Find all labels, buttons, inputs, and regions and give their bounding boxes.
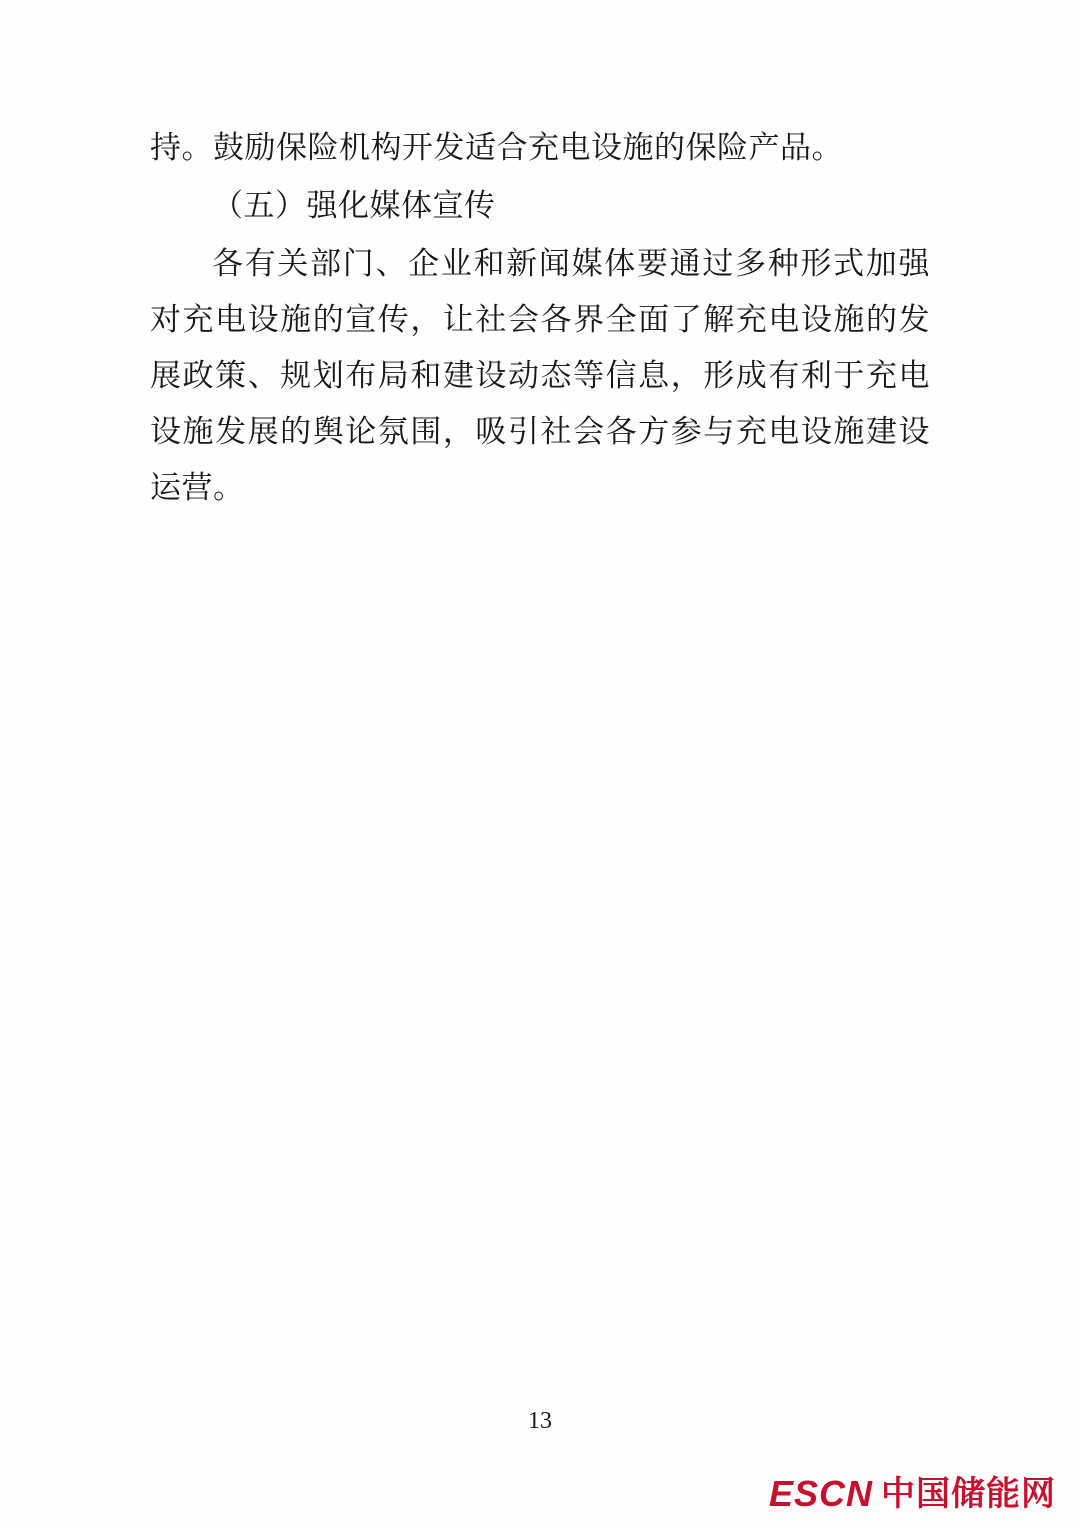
section-heading-five: （五）强化媒体宣传 — [212, 188, 496, 223]
paragraph-media-publicity: 各有关部门、企业和新闻媒体要通过多种形式加强对充电设施的宣传，让社会各界全面了解充电设施的发展政策、规划布局和建设动态等信息，形成有利于充电设施发展的舆论氛围，吸引社会各方参与充电设施建设运营。 — [150, 246, 930, 505]
watermark-chinese-text: 中国储能网 — [881, 1474, 1056, 1514]
page-number: 13 — [528, 1408, 552, 1434]
document-body — [150, 120, 930, 516]
paragraph-continuation: 持。鼓励保险机构开发适合充电设施的保险产品。 — [150, 130, 843, 165]
watermark-logo — [768, 1473, 1056, 1514]
watermark-latin-text: ESCN — [768, 1473, 873, 1514]
